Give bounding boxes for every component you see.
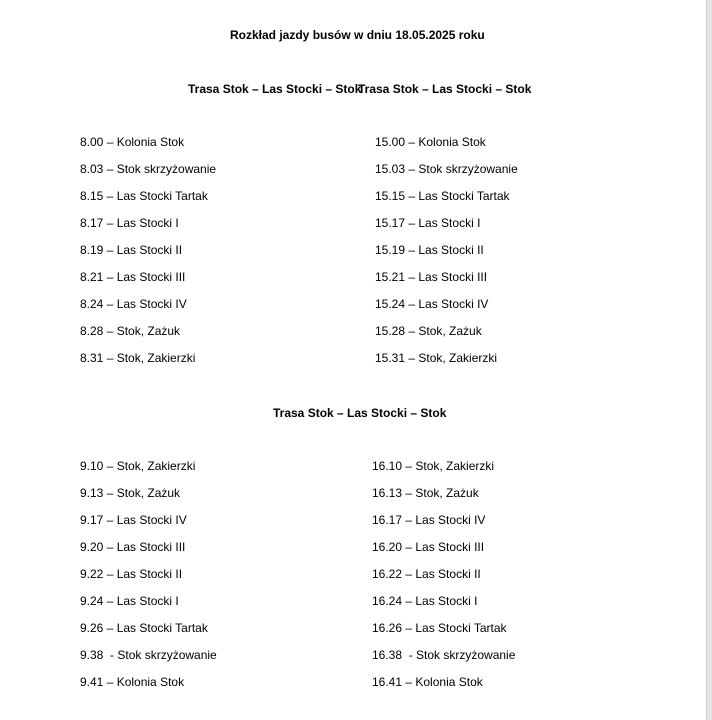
morning-schedule-list — [80, 129, 216, 372]
schedule-entry: 15.03 – Stok skrzyżowanie — [375, 162, 518, 176]
schedule-entry: 16.22 – Las Stocki II — [372, 567, 481, 581]
schedule-entry: 16.20 – Las Stocki III — [372, 540, 485, 554]
schedule-entry: 16.41 – Kolonia Stok — [372, 675, 483, 689]
route-heading-left: Trasa Stok – Las Stocki – Stok — [188, 82, 362, 96]
schedule-entry: 8.00 – Kolonia Stok — [80, 135, 185, 149]
schedule-entry: 15.19 – Las Stocki II — [375, 243, 484, 257]
schedule-entry: 16.10 – Stok, Zakierzki — [372, 459, 495, 473]
schedule-entry: 8.19 – Las Stocki II — [80, 243, 183, 257]
schedule-entry: 15.21 – Las Stocki III — [375, 270, 488, 284]
schedule-entry: 16.26 – Las Stocki Tartak — [372, 621, 507, 635]
schedule-entry: 16.13 – Stok, Zażuk — [372, 486, 479, 500]
schedule-entry: 8.28 – Stok, Zażuk — [80, 324, 181, 338]
schedule-entry: 15.28 – Stok, Zażuk — [375, 324, 482, 338]
schedule-entry: 15.15 – Las Stocki Tartak — [375, 189, 510, 203]
schedule-entry: 9.20 – Las Stocki III — [80, 540, 186, 554]
schedule-entry: 8.31 – Stok, Zakierzki — [80, 351, 196, 365]
schedule-entry: 16.38 - Stok skrzyżowanie — [372, 648, 516, 662]
schedule-entry: 9.10 – Stok, Zakierzki — [80, 459, 196, 473]
schedule-entry: 8.15 – Las Stocki Tartak — [80, 189, 208, 203]
schedule-entry: 15.17 – Las Stocki I — [375, 216, 481, 230]
afternoon-return-schedule-list — [372, 453, 515, 696]
page-title: Rozkład jazdy busów w dniu 18.05.2025 roku — [230, 28, 485, 42]
schedule-entry: 16.17 – Las Stocki IV — [372, 513, 486, 527]
afternoon-schedule-list — [375, 129, 518, 372]
schedule-entry: 9.22 – Las Stocki II — [80, 567, 183, 581]
schedule-entry: 9.26 – Las Stocki Tartak — [80, 621, 208, 635]
schedule-entry: 9.24 – Las Stocki I — [80, 594, 179, 608]
schedule-entry: 15.24 – Las Stocki IV — [375, 297, 489, 311]
morning-return-schedule-list — [80, 453, 217, 696]
schedule-entry: 8.03 – Stok skrzyżowanie — [80, 162, 217, 176]
schedule-entry: 9.13 – Stok, Zażuk — [80, 486, 181, 500]
schedule-entry: 8.21 – Las Stocki III — [80, 270, 186, 284]
schedule-entry: 9.41 – Kolonia Stok — [80, 675, 185, 689]
route-heading-return: Trasa Stok – Las Stocki – Stok — [273, 406, 447, 420]
schedule-entry: 9.17 – Las Stocki IV — [80, 513, 187, 527]
page-edge-scrollbar[interactable] — [706, 0, 712, 720]
schedule-entry: 15.31 – Stok, Zakierzki — [375, 351, 498, 365]
schedule-entry: 9.38 - Stok skrzyżowanie — [80, 648, 217, 662]
schedule-entry: 16.24 – Las Stocki I — [372, 594, 478, 608]
schedule-entry: 8.24 – Las Stocki IV — [80, 297, 187, 311]
schedule-entry: 15.00 – Kolonia Stok — [375, 135, 486, 149]
route-heading-right: Trasa Stok – Las Stocki – Stok — [358, 82, 532, 96]
schedule-entry: 8.17 – Las Stocki I — [80, 216, 179, 230]
